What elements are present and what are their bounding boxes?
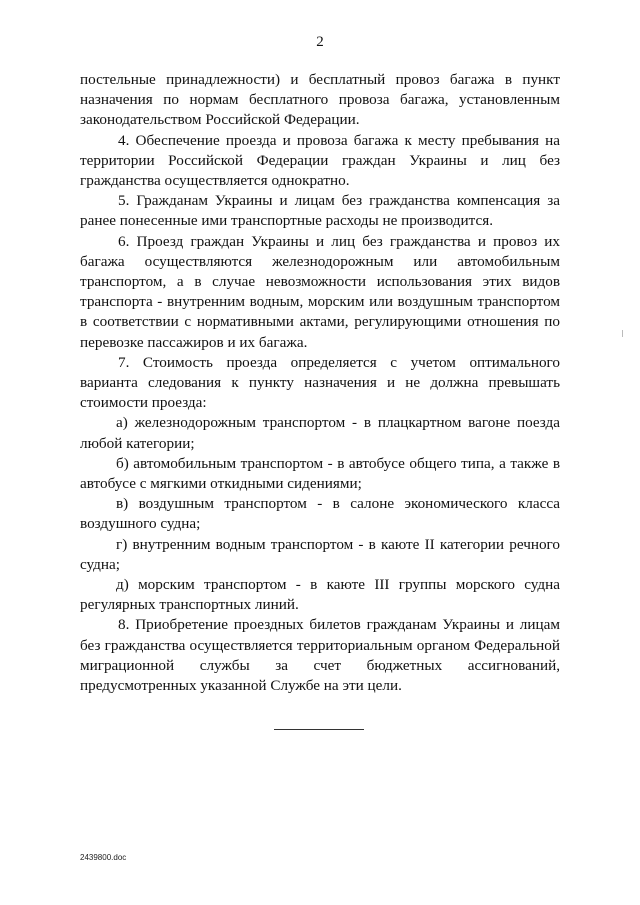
subitem-b: б) автомобильным транспортом - в автобусе общего типа, а также в автобусе с мягкими откидными сидениями; (80, 454, 560, 493)
paragraph-6: 6. Проезд граждан Украины и лиц без гражданства и провоз их багажа осуществляются железнодорожным или автомобильным транспортом, а в случае невозможности использования этих видов транспорта - внутренним водным, морским или воздушным транспортом в соответствии с нормативными актами, регулирующими отношения по перевозке пассажиров и их багажа. (80, 232, 560, 351)
file-name-footer: 2439800.doc (80, 853, 127, 862)
subitem-d: д) морским транспортом - в каюте III группы морского судна регулярных транспортных линий. (80, 576, 560, 614)
subitem-g: г) внутренним водным транспортом - в каюте II категории речного судна; (80, 535, 560, 573)
subitem-a: а) железнодорожным транспортом - в плацкартном вагоне поезда любой категории; (80, 414, 560, 452)
document-body (80, 70, 560, 696)
margin-scan-mark (622, 330, 623, 337)
subitem-v: в) воздушным транспортом - в салоне экономического класса воздушного судна; (80, 495, 560, 533)
end-divider-line (274, 729, 364, 730)
paragraph-4: 4. Обеспечение проезда и провоза багажа к месту пребывания на территории Российской Федерации граждан Украины и лиц без гражданства осуществляется однократно. (80, 131, 560, 190)
paragraph-7: 7. Стоимость проезда определяется с учетом оптимального варианта следования к пункту назначения и не должна превышать стоимости проезда: (80, 353, 560, 412)
paragraph-8: 8. Приобретение проездных билетов гражданам Украины и лицам без гражданства осуществляется территориальным органом Федеральной миграционной службы за счет бюджетных ассигнований, предусмотренных указанной Службе на эти цели. (80, 616, 560, 695)
paragraph-continuation: постельные принадлежности) и бесплатный провоз багажа в пункт назначения по нормам бесплатного провоза багажа, установленным законодательством Российской Федерации. (80, 71, 560, 129)
page-number: 2 (316, 34, 324, 50)
paragraph-5: 5. Гражданам Украины и лицам без гражданства компенсация за ранее понесенные ими транспортные расходы не производится. (80, 192, 560, 230)
